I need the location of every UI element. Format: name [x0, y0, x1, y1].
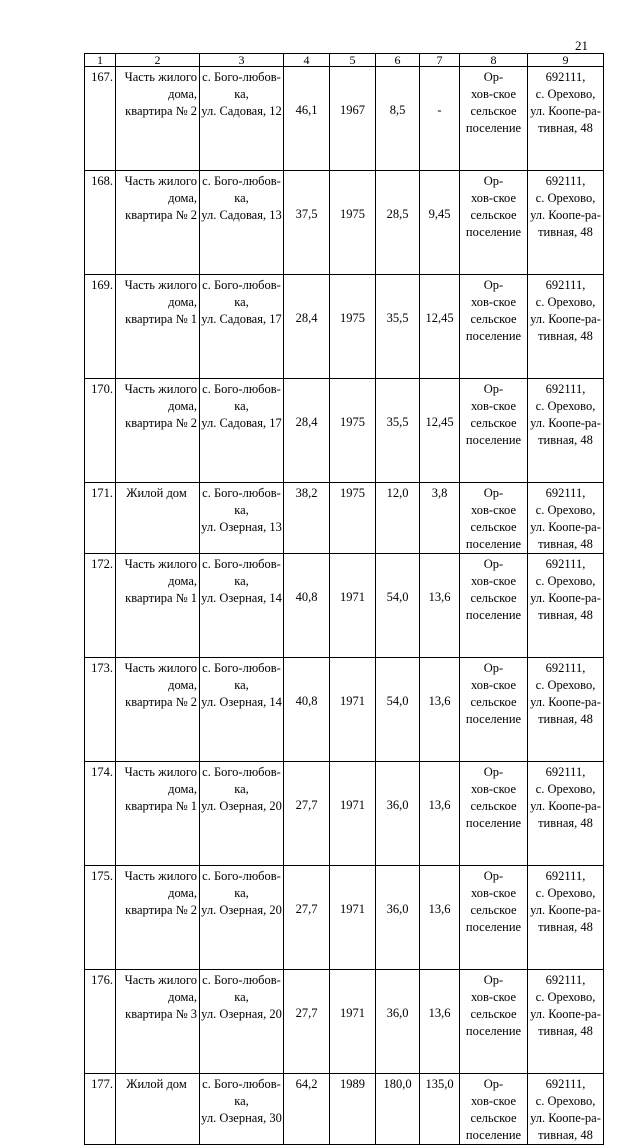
value-cell-c5: 1975 [330, 275, 376, 379]
place-line: поселение [465, 329, 522, 343]
value-cell-c7: 3,8 [420, 483, 460, 554]
value-cell-c6: 35,5 [376, 275, 420, 379]
name-line: дома, [168, 886, 197, 900]
value-cell-c6: 180,0 [376, 1074, 420, 1145]
place-line: Ор- [483, 661, 504, 675]
row-number-cell: 168. [85, 171, 116, 275]
postal-line: тивная, 48 [538, 1024, 593, 1038]
address-line: ул. Озерная, 14 [201, 591, 282, 605]
row-number-cell: 174. [85, 762, 116, 866]
holder-address-cell [528, 658, 604, 762]
place-line: поселение [465, 225, 522, 239]
place-line: поселение [465, 608, 522, 622]
address-line: с. Бого-любов- [202, 174, 281, 188]
place-line: Ор- [483, 278, 504, 292]
place-line: сельское [470, 416, 517, 430]
column-header: 6 [376, 54, 420, 67]
row-number-cell: 169. [85, 275, 116, 379]
value-cell-c5: 1971 [330, 866, 376, 970]
holder-address-cell [528, 67, 604, 171]
address-line: ка, [234, 678, 249, 692]
address-cell [200, 171, 284, 275]
postal-line: с. Орехово, [535, 503, 596, 517]
place-line: хов-ское [470, 87, 517, 101]
value-cell-c5: 1971 [330, 970, 376, 1074]
place-line: хов-ское [470, 886, 517, 900]
address-line: ул. Озерная, 20 [201, 903, 282, 917]
address-line: ка, [234, 295, 249, 309]
place-line: сельское [470, 903, 517, 917]
place-line: хов-ское [470, 678, 517, 692]
address-line: ул. Озерная, 20 [201, 799, 282, 813]
value-cell-c7: 135,0 [420, 1074, 460, 1145]
address-line: ул. Садовая, 12 [201, 104, 282, 118]
place-line: Ор- [483, 174, 504, 188]
value-cell-c7: 13,6 [420, 866, 460, 970]
address-line: ка, [234, 399, 249, 413]
address-line: ка, [234, 886, 249, 900]
place-line: хов-ское [470, 1094, 517, 1108]
value-cell-c7: 12,45 [420, 275, 460, 379]
object-name-cell [116, 275, 200, 379]
address-line: ул. Садовая, 17 [201, 416, 282, 430]
name-line: дома, [168, 990, 197, 1004]
object-name-cell [116, 171, 200, 275]
place-line: сельское [470, 1007, 517, 1021]
column-header: 8 [460, 54, 528, 67]
place-line: поселение [465, 1024, 522, 1038]
table-row [85, 67, 604, 171]
value-cell-c7: 13,6 [420, 970, 460, 1074]
value-cell-c6: 28,5 [376, 171, 420, 275]
place-line: хов-ское [470, 295, 517, 309]
row-number-cell: 175. [85, 866, 116, 970]
settlement-cell [460, 483, 528, 554]
value-cell-c6: 36,0 [376, 866, 420, 970]
value-cell-c7: 13,6 [420, 554, 460, 658]
place-line: хов-ское [470, 191, 517, 205]
value-cell-c5: 1975 [330, 171, 376, 275]
address-cell [200, 483, 284, 554]
place-line: Ор- [483, 973, 504, 987]
row-number-cell: 176. [85, 970, 116, 1074]
name-line: дома, [168, 782, 197, 796]
value-cell-c4: 40,8 [284, 554, 330, 658]
settlement-cell [460, 171, 528, 275]
postal-line: 692111, [545, 382, 586, 396]
column-header: 3 [200, 54, 284, 67]
table-row [85, 866, 604, 970]
postal-line: тивная, 48 [538, 225, 593, 239]
column-header: 1 [85, 54, 116, 67]
place-line: сельское [470, 695, 517, 709]
postal-line: ул. Коопе-ра- [530, 799, 601, 813]
value-cell-c6: 35,5 [376, 379, 420, 483]
name-line: квартира № 2 [125, 903, 197, 917]
place-line: хов-ское [470, 990, 517, 1004]
holder-address-cell [528, 866, 604, 970]
settlement-cell [460, 866, 528, 970]
value-cell-c5: 1989 [330, 1074, 376, 1145]
address-line: ул. Озерная, 14 [201, 695, 282, 709]
address-line: ул. Озерная, 13 [201, 520, 282, 534]
value-cell-c5: 1975 [330, 483, 376, 554]
property-registry-table [84, 53, 604, 1145]
value-cell-c4: 27,7 [284, 866, 330, 970]
address-line: ка, [234, 503, 249, 517]
place-line: Ор- [483, 70, 504, 84]
table-row [85, 658, 604, 762]
postal-line: 692111, [545, 70, 586, 84]
holder-address-cell [528, 554, 604, 658]
address-line: с. Бого-любов- [202, 486, 281, 500]
address-line: ка, [234, 87, 249, 101]
column-header: 9 [528, 54, 604, 67]
value-cell-c4: 64,2 [284, 1074, 330, 1145]
name-line: Часть жилого [124, 765, 197, 779]
place-line: сельское [470, 208, 517, 222]
name-line: квартира № 1 [125, 799, 197, 813]
address-cell [200, 1074, 284, 1145]
table-row [85, 1074, 604, 1145]
address-line: ул. Озерная, 20 [201, 1007, 282, 1021]
settlement-cell [460, 379, 528, 483]
postal-line: с. Орехово, [535, 990, 596, 1004]
settlement-cell [460, 970, 528, 1074]
holder-address-cell [528, 379, 604, 483]
address-line: с. Бого-любов- [202, 765, 281, 779]
place-line: Ор- [483, 1077, 504, 1091]
place-line: хов-ское [470, 574, 517, 588]
value-cell-c5: 1971 [330, 658, 376, 762]
table-row [85, 483, 604, 554]
postal-line: с. Орехово, [535, 1094, 596, 1108]
place-line: сельское [470, 520, 517, 534]
page-number: 21 [575, 38, 588, 53]
postal-line: ул. Коопе-ра- [530, 903, 601, 917]
postal-line: с. Орехово, [535, 87, 596, 101]
value-cell-c4: 40,8 [284, 658, 330, 762]
object-name-cell [116, 379, 200, 483]
address-line: ул. Садовая, 17 [201, 312, 282, 326]
holder-address-cell [528, 1074, 604, 1145]
postal-line: с. Орехово, [535, 399, 596, 413]
place-line: Ор- [483, 869, 504, 883]
place-line: Ор- [483, 486, 504, 500]
column-header: 5 [330, 54, 376, 67]
value-cell-c7: 12,45 [420, 379, 460, 483]
postal-line: тивная, 48 [538, 121, 593, 135]
row-number-cell: 171. [85, 483, 116, 554]
name-line: квартира № 1 [125, 312, 197, 326]
place-line: хов-ское [470, 782, 517, 796]
table-row [85, 970, 604, 1074]
object-name-cell [116, 67, 200, 171]
postal-line: с. Орехово, [535, 782, 596, 796]
name-line: Часть жилого [124, 973, 197, 987]
postal-line: 692111, [545, 1077, 586, 1091]
place-line: Ор- [483, 382, 504, 396]
postal-line: тивная, 48 [538, 920, 593, 934]
address-line: ка, [234, 191, 249, 205]
place-line: поселение [465, 1128, 522, 1142]
postal-line: ул. Коопе-ра- [530, 695, 601, 709]
name-line: Часть жилого [124, 869, 197, 883]
address-line: с. Бого-любов- [202, 70, 281, 84]
postal-line: ул. Коопе-ра- [530, 520, 601, 534]
holder-address-cell [528, 483, 604, 554]
address-cell [200, 554, 284, 658]
object-name-cell [116, 762, 200, 866]
postal-line: 692111, [545, 661, 586, 675]
name-line: квартира № 2 [125, 416, 197, 430]
holder-address-cell [528, 275, 604, 379]
address-line: с. Бого-любов- [202, 973, 281, 987]
postal-line: ул. Коопе-ра- [530, 1007, 601, 1021]
address-cell [200, 658, 284, 762]
column-header: 4 [284, 54, 330, 67]
address-line: ка, [234, 574, 249, 588]
address-line: ка, [234, 782, 249, 796]
place-line: поселение [465, 121, 522, 135]
address-cell [200, 275, 284, 379]
place-line: Ор- [483, 765, 504, 779]
postal-line: 692111, [545, 278, 586, 292]
address-cell [200, 970, 284, 1074]
name-line: Жилой дом [126, 486, 187, 500]
postal-line: с. Орехово, [535, 678, 596, 692]
address-cell [200, 866, 284, 970]
object-name-cell [116, 483, 200, 554]
address-line: с. Бого-любов- [202, 278, 281, 292]
name-line: Часть жилого [124, 278, 197, 292]
value-cell-c5: 1971 [330, 762, 376, 866]
place-line: Ор- [483, 557, 504, 571]
postal-line: с. Орехово, [535, 191, 596, 205]
name-line: квартира № 2 [125, 695, 197, 709]
value-cell-c7: 13,6 [420, 762, 460, 866]
postal-line: тивная, 48 [538, 712, 593, 726]
value-cell-c4: 28,4 [284, 275, 330, 379]
name-line: дома, [168, 678, 197, 692]
address-line: ул. Садовая, 13 [201, 208, 282, 222]
settlement-cell [460, 658, 528, 762]
settlement-cell [460, 67, 528, 171]
postal-line: 692111, [545, 486, 586, 500]
settlement-cell [460, 275, 528, 379]
postal-line: с. Орехово, [535, 886, 596, 900]
postal-line: тивная, 48 [538, 1128, 593, 1142]
place-line: поселение [465, 920, 522, 934]
holder-address-cell [528, 762, 604, 866]
address-line: с. Бого-любов- [202, 1077, 281, 1091]
object-name-cell [116, 970, 200, 1074]
postal-line: 692111, [545, 557, 586, 571]
name-line: квартира № 3 [125, 1007, 197, 1021]
postal-line: тивная, 48 [538, 608, 593, 622]
name-line: квартира № 2 [125, 208, 197, 222]
address-line: ка, [234, 990, 249, 1004]
address-line: с. Бого-любов- [202, 869, 281, 883]
column-header: 2 [116, 54, 200, 67]
value-cell-c5: 1975 [330, 379, 376, 483]
object-name-cell [116, 1074, 200, 1145]
object-name-cell [116, 658, 200, 762]
row-number-cell: 167. [85, 67, 116, 171]
place-line: сельское [470, 591, 517, 605]
value-cell-c5: 1971 [330, 554, 376, 658]
address-cell [200, 762, 284, 866]
name-line: Часть жилого [124, 661, 197, 675]
value-cell-c4: 38,2 [284, 483, 330, 554]
address-line: ка, [234, 1094, 249, 1108]
name-line: Жилой дом [126, 1077, 187, 1091]
value-cell-c7: 9,45 [420, 171, 460, 275]
value-cell-c7: 13,6 [420, 658, 460, 762]
value-cell-c6: 36,0 [376, 970, 420, 1074]
postal-line: с. Орехово, [535, 295, 596, 309]
postal-line: тивная, 48 [538, 537, 593, 551]
place-line: поселение [465, 712, 522, 726]
value-cell-c4: 28,4 [284, 379, 330, 483]
address-line: ул. Озерная, 30 [201, 1111, 282, 1125]
place-line: хов-ское [470, 503, 517, 517]
table-row [85, 762, 604, 866]
postal-line: ул. Коопе-ра- [530, 416, 601, 430]
name-line: Часть жилого [124, 174, 197, 188]
name-line: квартира № 1 [125, 591, 197, 605]
name-line: Часть жилого [124, 70, 197, 84]
value-cell-c6: 36,0 [376, 762, 420, 866]
column-header: 7 [420, 54, 460, 67]
place-line: поселение [465, 537, 522, 551]
name-line: Часть жилого [124, 382, 197, 396]
name-line: дома, [168, 191, 197, 205]
value-cell-c4: 27,7 [284, 762, 330, 866]
holder-address-cell [528, 171, 604, 275]
place-line: сельское [470, 799, 517, 813]
address-cell [200, 379, 284, 483]
object-name-cell [116, 554, 200, 658]
postal-line: 692111, [545, 973, 586, 987]
row-number-cell: 177. [85, 1074, 116, 1145]
settlement-cell [460, 1074, 528, 1145]
value-cell-c6: 54,0 [376, 658, 420, 762]
value-cell-c4: 37,5 [284, 171, 330, 275]
postal-line: ул. Коопе-ра- [530, 1111, 601, 1125]
name-line: дома, [168, 399, 197, 413]
postal-line: 692111, [545, 765, 586, 779]
value-cell-c6: 54,0 [376, 554, 420, 658]
postal-line: тивная, 48 [538, 433, 593, 447]
address-line: с. Бого-любов- [202, 661, 281, 675]
place-line: сельское [470, 312, 517, 326]
name-line: дома, [168, 87, 197, 101]
settlement-cell [460, 762, 528, 866]
name-line: дома, [168, 574, 197, 588]
place-line: поселение [465, 433, 522, 447]
name-line: квартира № 2 [125, 104, 197, 118]
table-row [85, 171, 604, 275]
place-line: сельское [470, 1111, 517, 1125]
row-number-cell: 173. [85, 658, 116, 762]
table-row [85, 275, 604, 379]
postal-line: ул. Коопе-ра- [530, 208, 601, 222]
holder-address-cell [528, 970, 604, 1074]
place-line: сельское [470, 104, 517, 118]
row-number-cell: 170. [85, 379, 116, 483]
address-line: с. Бого-любов- [202, 557, 281, 571]
postal-line: тивная, 48 [538, 329, 593, 343]
table-row [85, 379, 604, 483]
postal-line: ул. Коопе-ра- [530, 591, 601, 605]
place-line: поселение [465, 816, 522, 830]
value-cell-c7: - [420, 67, 460, 171]
value-cell-c5: 1967 [330, 67, 376, 171]
value-cell-c4: 46,1 [284, 67, 330, 171]
object-name-cell [116, 866, 200, 970]
name-line: дома, [168, 295, 197, 309]
place-line: хов-ское [470, 399, 517, 413]
table-row [85, 554, 604, 658]
postal-line: 692111, [545, 174, 586, 188]
value-cell-c6: 8,5 [376, 67, 420, 171]
address-line: с. Бого-любов- [202, 382, 281, 396]
address-cell [200, 67, 284, 171]
postal-line: с. Орехово, [535, 574, 596, 588]
row-number-cell: 172. [85, 554, 116, 658]
value-cell-c6: 12,0 [376, 483, 420, 554]
postal-line: ул. Коопе-ра- [530, 104, 601, 118]
name-line: Часть жилого [124, 557, 197, 571]
postal-line: ул. Коопе-ра- [530, 312, 601, 326]
postal-line: 692111, [545, 869, 586, 883]
column-header-row [85, 54, 604, 67]
settlement-cell [460, 554, 528, 658]
value-cell-c4: 27,7 [284, 970, 330, 1074]
postal-line: тивная, 48 [538, 816, 593, 830]
